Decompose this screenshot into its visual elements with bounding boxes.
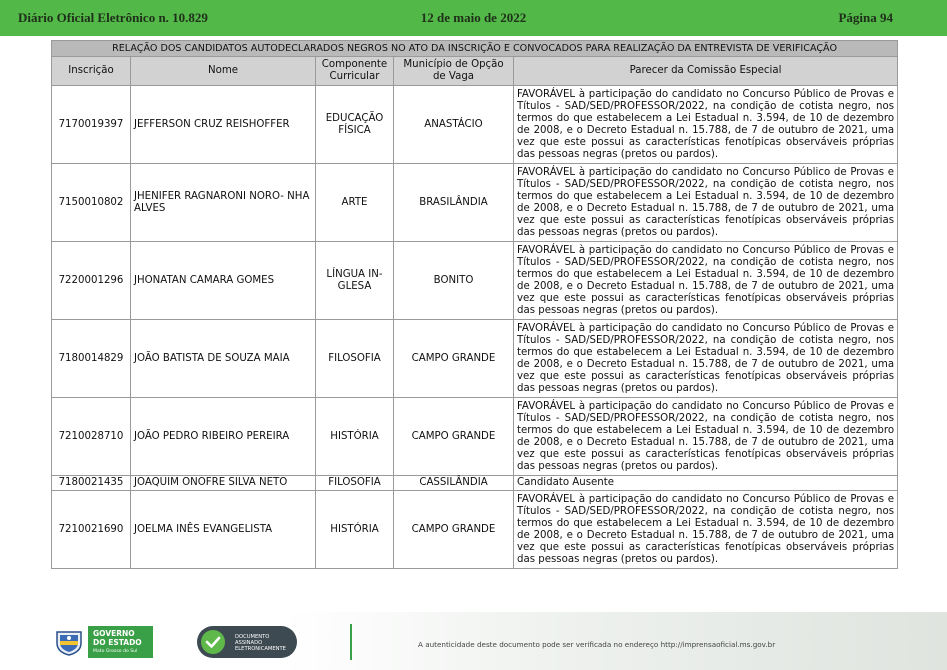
table-row (52, 398, 898, 476)
cell-componente: ARTE (316, 164, 394, 242)
cell-nome: JOÃO BATISTA DE SOUZA MAIA (131, 320, 316, 398)
cell-municipio: CAMPO GRANDE (394, 398, 514, 476)
cell-componente: HISTÓRIA (316, 491, 394, 569)
table-row (52, 242, 898, 320)
gov-logo-line2: DO ESTADO (93, 638, 142, 647)
publication-date: 12 de maio de 2022 (420, 10, 527, 25)
cell-inscricao: 7180021435 (52, 476, 131, 491)
cell-nome: JEFFERSON CRUZ REISHOFFER (131, 86, 316, 164)
cell-inscricao: 7220001296 (52, 242, 131, 320)
page-header (0, 0, 947, 36)
cell-componente: EDUCAÇÃO FÍSICA (316, 86, 394, 164)
cell-componente: LÍNGUA IN- GLESA (316, 242, 394, 320)
cell-municipio: BONITO (394, 242, 514, 320)
cell-inscricao: 7150010802 (52, 164, 131, 242)
badge-line1: DOCUMENTO (235, 634, 270, 640)
table-title-row (52, 41, 898, 57)
cell-componente: FILOSOFIA (316, 476, 394, 491)
cell-nome: JOAQUIM ONOFRE SILVA NETO (131, 476, 316, 491)
column-header-inscricao: Inscrição (52, 57, 131, 86)
column-header-componente: Componente Curricular (316, 57, 394, 86)
cell-municipio: BRASILÂNDIA (394, 164, 514, 242)
badge-line2: ASSINADO (235, 640, 263, 646)
cell-inscricao: 7180014829 (52, 320, 131, 398)
candidates-table (51, 40, 898, 569)
cell-nome: JHONATAN CAMARA GOMES (131, 242, 316, 320)
cell-nome: JOÃO PEDRO RIBEIRO PEREIRA (131, 398, 316, 476)
publication-title: Diário Oficial Eletrônico n. 10.829 (18, 10, 208, 25)
cell-inscricao: 7170019397 (52, 86, 131, 164)
cell-parecer: FAVORÁVEL à participação do candidato no Concurso Público de Provas e Títulos - SAD/SED/PROFESSOR/2022, na condição de cotista negro, nos termos do que estabelecem a Lei Estadual n. 3.594, de 10 de dezembro de 2008, e o Decreto Estadual n. 15.788, de 7 de outubro de 2021, uma vez que este possui as características fenotípicas observáveis próprias das pessoas negras (pretos ou pardos). (514, 491, 898, 569)
table-row (52, 86, 898, 164)
table-row (52, 320, 898, 398)
table-title: RELAÇÃO DOS CANDIDATOS AUTODECLARADOS NEGROS NO ATO DA INSCRIÇÃO E CONVOCADOS PARA REALIZAÇÃO DA ENTREVISTA DE VERIFICAÇÃO (52, 41, 898, 57)
cell-municipio: ANASTÁCIO (394, 86, 514, 164)
table-header-row (52, 57, 898, 86)
cell-componente: FILOSOFIA (316, 320, 394, 398)
cell-nome: JHENIFER RAGNARONI NORO- NHA ALVES (131, 164, 316, 242)
cell-parecer: FAVORÁVEL à participação do candidato no Concurso Público de Provas e Títulos - SAD/SED/PROFESSOR/2022, na condição de cotista negro, nos termos do que estabelecem a Lei Estadual n. 3.594, de 10 de dezembro de 2008, e o Decreto Estadual n. 15.788, de 7 de outubro de 2021, uma vez que este possui as características fenotípicas observáveis próprias das pessoas negras (pretos ou pardos). (514, 398, 898, 476)
government-logo (88, 626, 153, 658)
column-header-municipio: Município de Opção de Vaga (394, 57, 514, 86)
column-header-nome: Nome (131, 57, 316, 86)
cell-inscricao: 7210021690 (52, 491, 131, 569)
footer-divider (350, 624, 352, 660)
signature-check-icon (201, 630, 225, 654)
page-number: Página 94 (838, 10, 893, 25)
column-header-parecer: Parecer da Comissão Especial (514, 57, 898, 86)
cell-inscricao: 7210028710 (52, 398, 131, 476)
cell-parecer: Candidato Ausente (514, 476, 898, 491)
table-row (52, 491, 898, 569)
authenticity-notice: A autenticidade deste documento pode ser verificada no endereço http://imprensaoficial.ms.gov.br (418, 640, 776, 649)
cell-municipio: CASSILÂNDIA (394, 476, 514, 491)
cell-componente: HISTÓRIA (316, 398, 394, 476)
cell-municipio: CAMPO GRANDE (394, 491, 514, 569)
table-row (52, 164, 898, 242)
gov-logo-line1: GOVERNO (93, 629, 135, 638)
cell-parecer: FAVORÁVEL à participação do candidato no Concurso Público de Provas e Títulos - SAD/SED/PROFESSOR/2022, na condição de cotista negro, nos termos do que estabelecem a Lei Estadual n. 3.594, de 10 de dezembro de 2008, e o Decreto Estadual n. 15.788, de 7 de outubro de 2021, uma vez que este possui as características fenotípicas observáveis próprias das pessoas negras (pretos ou pardos). (514, 242, 898, 320)
cell-parecer: FAVORÁVEL à participação do candidato no Concurso Público de Provas e Títulos - SAD/SED/PROFESSOR/2022, na condição de cotista negro, nos termos do que estabelecem a Lei Estadual n. 3.594, de 10 de dezembro de 2008, e o Decreto Estadual n. 15.788, de 7 de outubro de 2021, uma vez que este possui as características fenotípicas observáveis próprias das pessoas negras (pretos ou pardos). (514, 320, 898, 398)
cell-municipio: CAMPO GRANDE (394, 320, 514, 398)
table-row (52, 476, 898, 491)
cell-parecer: FAVORÁVEL à participação do candidato no Concurso Público de Provas e Títulos - SAD/SED/PROFESSOR/2022, na condição de cotista negro, nos termos do que estabelecem a Lei Estadual n. 3.594, de 10 de dezembro de 2008, e o Decreto Estadual n. 15.788, de 7 de outubro de 2021, uma vez que este possui as características fenotípicas observáveis próprias das pessoas negras (pretos ou pardos). (514, 86, 898, 164)
cell-parecer: FAVORÁVEL à participação do candidato no Concurso Público de Provas e Títulos - SAD/SED/PROFESSOR/2022, na condição de cotista negro, nos termos do que estabelecem a Lei Estadual n. 3.594, de 10 de dezembro de 2008, e o Decreto Estadual n. 15.788, de 7 de outubro de 2021, uma vez que este possui as características fenotípicas observáveis próprias das pessoas negras (pretos ou pardos). (514, 164, 898, 242)
state-coat-of-arms-icon (54, 628, 84, 656)
badge-line3: ELETRONICAMENTE (235, 646, 286, 652)
digital-signature-badge (197, 626, 297, 658)
cell-nome: JOELMA INÊS EVANGELISTA (131, 491, 316, 569)
gov-logo-line3: Mato Grosso do Sul (93, 649, 138, 654)
